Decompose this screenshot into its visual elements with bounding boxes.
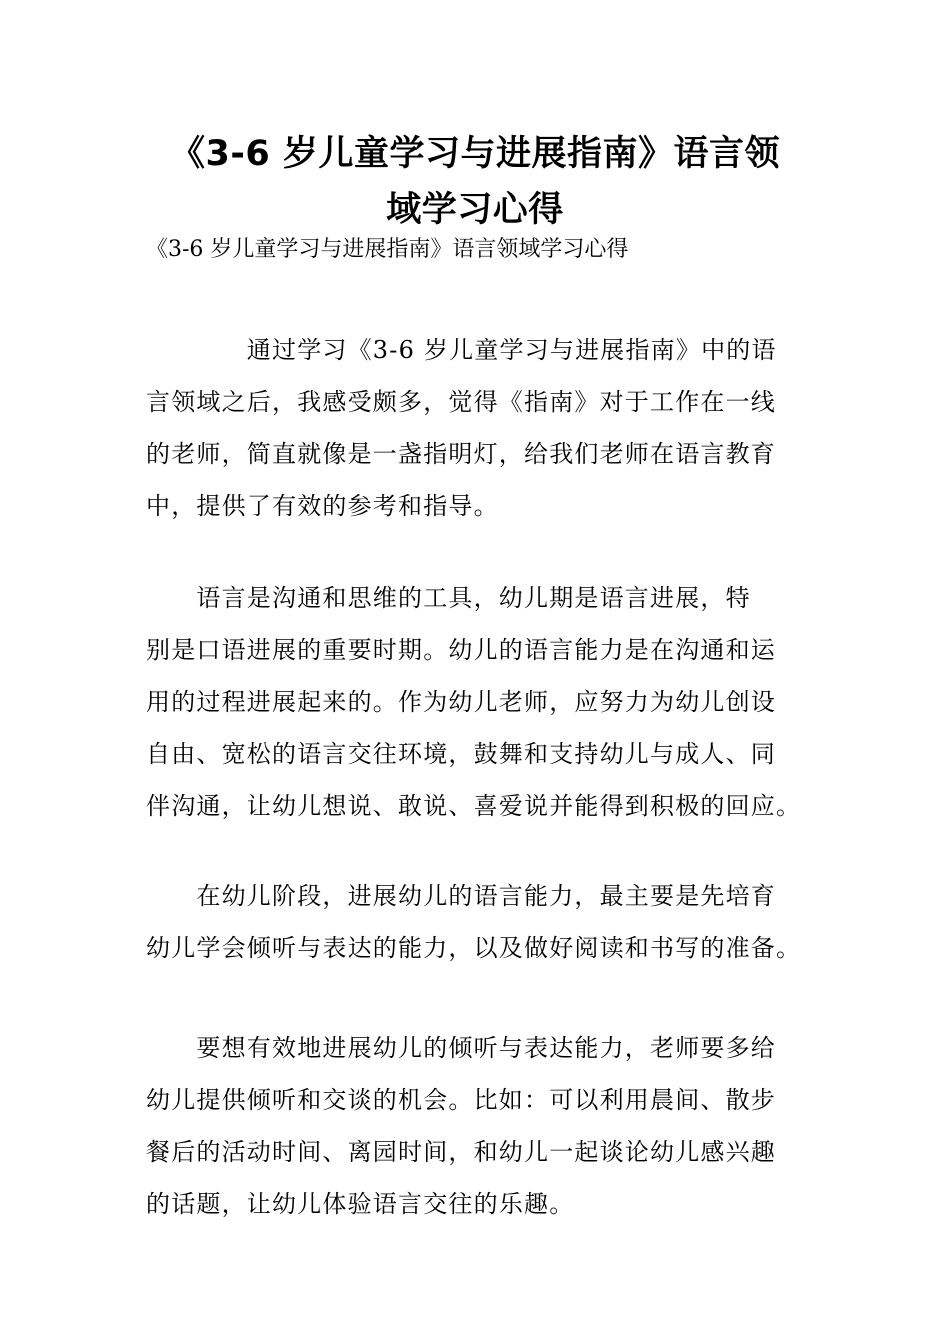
paragraph-line: 的话题，让幼儿体验语言交往的乐趣。 (146, 1190, 575, 1218)
paragraph-4 (146, 1022, 806, 1230)
paragraph-3 (146, 870, 806, 974)
paragraph-1 (146, 324, 806, 532)
paragraph-line: 用的过程进展起来的。作为幼儿老师，应努力为幼儿创设 (146, 688, 776, 716)
paragraph-line: 通过学习《3-6 岁儿童学习与进展指南》中的语 (146, 336, 777, 364)
document-subtitle: 《3-6 岁儿童学习与进展指南》语言领域学习心得 (146, 237, 629, 262)
paragraph-line: 言领域之后，我感受颇多，觉得《指南》对于工作在一线 (146, 388, 776, 416)
paragraph-line: 别是口语进展的重要时期。幼儿的语言能力是在沟通和运 (146, 636, 776, 664)
paragraph-line: 要想有效地进展幼儿的倾听与表达能力，老师要多给 (146, 1034, 776, 1062)
paragraph-line: 幼儿提供倾听和交谈的机会。比如：可以利用晨间、散步 (146, 1086, 776, 1114)
paragraph-line: 幼儿学会倾听与表达的能力，以及做好阅读和书写的准备。 (146, 934, 802, 962)
document-title (130, 126, 820, 238)
paragraph-line: 语言是沟通和思维的工具，幼儿期是语言进展，特 (146, 584, 751, 612)
document-title-line: 《3-6 岁儿童学习与进展指南》语言领 (170, 134, 780, 174)
document-title-line: 域学习心得 (386, 190, 564, 230)
paragraph-line: 的老师，简直就像是一盏指明灯，给我们老师在语言教育 (146, 440, 776, 468)
paragraph-line: 中，提供了有效的参考和指导。 (146, 492, 499, 520)
paragraph-line: 餐后的活动时间、离园时间，和幼儿一起谈论幼儿感兴趣 (146, 1138, 776, 1166)
paragraph-2 (146, 572, 806, 832)
paragraph-line: 自由、宽松的语言交往环境，鼓舞和支持幼儿与成人、同 (146, 740, 776, 768)
paragraph-line: 在幼儿阶段，进展幼儿的语言能力，最主要是先培育 (146, 882, 776, 910)
paragraph-line: 伴沟通，让幼儿想说、敢说、喜爱说并能得到积极的回应。 (146, 792, 802, 820)
